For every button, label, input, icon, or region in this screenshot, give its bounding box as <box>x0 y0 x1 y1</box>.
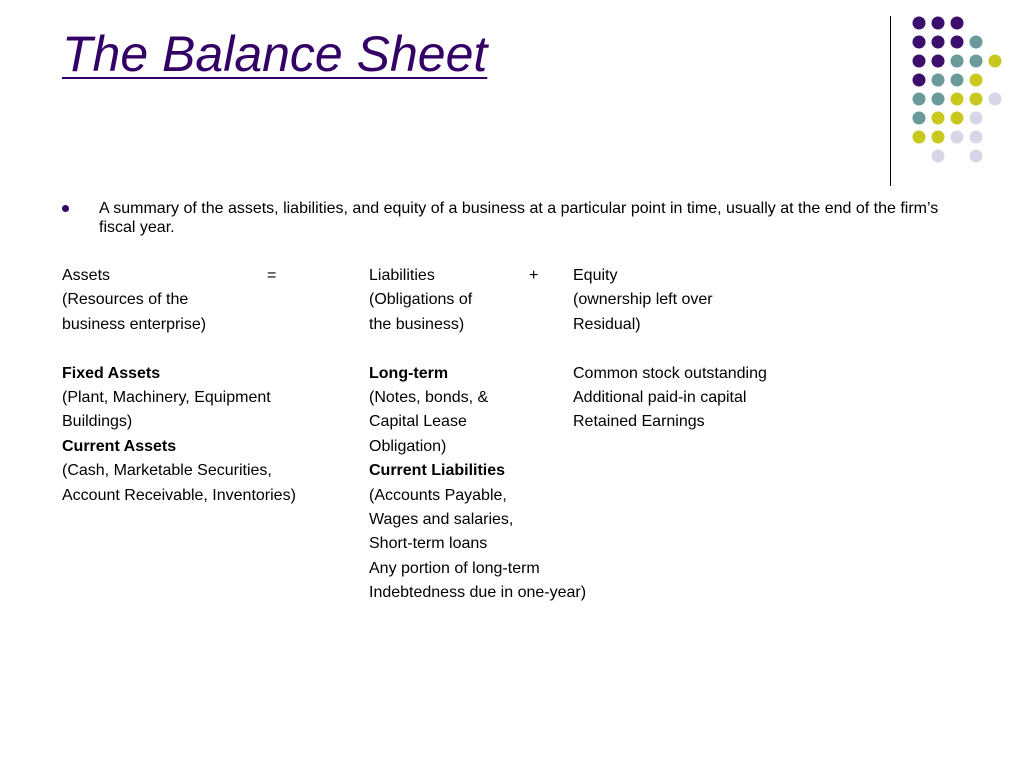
assets-line: Current Assets <box>62 437 177 455</box>
equity-line: Residual) <box>573 315 641 333</box>
decorative-dot <box>913 74 926 87</box>
slide-title: The Balance Sheet <box>62 26 488 82</box>
decorative-dot <box>932 55 945 68</box>
decorative-dot <box>913 17 926 30</box>
liabilities-line: (Notes, bonds, & <box>369 388 489 406</box>
decorative-dot <box>951 17 964 30</box>
equity-column <box>573 266 767 437</box>
decorative-dot <box>951 55 964 68</box>
liabilities-line: Capital Lease <box>369 413 467 431</box>
liabilities-line: Liabilities <box>369 267 435 284</box>
decorative-dot <box>970 36 983 49</box>
equity-line: (ownership left over <box>573 291 713 309</box>
equity-line: Common stock outstanding <box>573 364 767 382</box>
decorative-dot <box>913 93 926 106</box>
liabilities-line: Obligation) <box>369 437 447 455</box>
decorative-dot <box>951 131 964 144</box>
liabilities-line <box>369 339 586 363</box>
liabilities-line: (Obligations of <box>369 291 473 309</box>
decorative-dot <box>989 93 1002 106</box>
decorative-dot <box>932 36 945 49</box>
liabilities-line: Indebtedness due in one-year) <box>369 584 587 602</box>
decorative-dot <box>951 112 964 125</box>
liabilities-line: (Accounts Payable, <box>369 486 507 504</box>
assets-line: business enterprise) <box>62 315 207 333</box>
assets-line: (Resources of the <box>62 291 189 309</box>
plus-operator: + <box>529 267 539 284</box>
decorative-dot <box>970 150 983 163</box>
assets-line: Assets <box>62 267 111 284</box>
decorative-dot <box>913 112 926 125</box>
assets-line: Buildings) <box>62 413 133 431</box>
decorative-dot <box>932 17 945 30</box>
liabilities-line: Long-term <box>369 364 449 382</box>
divider-line <box>890 16 891 186</box>
dot-grid-decoration <box>912 16 1007 166</box>
decorative-dot <box>970 131 983 144</box>
decorative-dot <box>932 93 945 106</box>
decorative-dot <box>970 93 983 106</box>
liabilities-line: the business) <box>369 315 465 333</box>
decorative-dot <box>970 74 983 87</box>
bullet-text: A summary of the assets, liabilities, and equity of a business at a particular point in time, usually at the end of the firm’s fiscal year. <box>99 200 939 236</box>
equity-line <box>573 339 767 363</box>
decorative-dot <box>951 74 964 87</box>
equity-line: Additional paid-in capital <box>573 388 747 406</box>
liabilities-line: Current Liabilities <box>369 462 506 480</box>
liabilities-line: Any portion of long-term <box>369 559 540 577</box>
bullet-point-icon <box>62 205 69 212</box>
assets-column <box>62 266 296 510</box>
equity-line: Retained Earnings <box>573 413 705 431</box>
decorative-dot <box>970 112 983 125</box>
decorative-dot <box>951 93 964 106</box>
decorative-dot <box>989 55 1002 68</box>
decorative-dot <box>932 112 945 125</box>
decorative-dot <box>913 131 926 144</box>
assets-line: Fixed Assets <box>62 364 161 382</box>
decorative-dot <box>970 55 983 68</box>
liabilities-column <box>369 266 586 607</box>
decorative-dot <box>913 55 926 68</box>
decorative-dot <box>932 131 945 144</box>
decorative-dot <box>932 150 945 163</box>
assets-line: (Plant, Machinery, Equipment <box>62 388 271 406</box>
equity-line: Equity <box>573 267 618 284</box>
decorative-dot <box>913 36 926 49</box>
liabilities-line: Short-term loans <box>369 535 488 553</box>
liabilities-line: Wages and salaries, <box>369 510 514 528</box>
assets-line: (Cash, Marketable Securities, <box>62 462 272 480</box>
equals-operator: = <box>267 267 277 284</box>
decorative-dot <box>951 36 964 49</box>
decorative-dot <box>932 74 945 87</box>
assets-line: Account Receivable, Inventories) <box>62 486 296 504</box>
assets-line <box>62 339 296 363</box>
